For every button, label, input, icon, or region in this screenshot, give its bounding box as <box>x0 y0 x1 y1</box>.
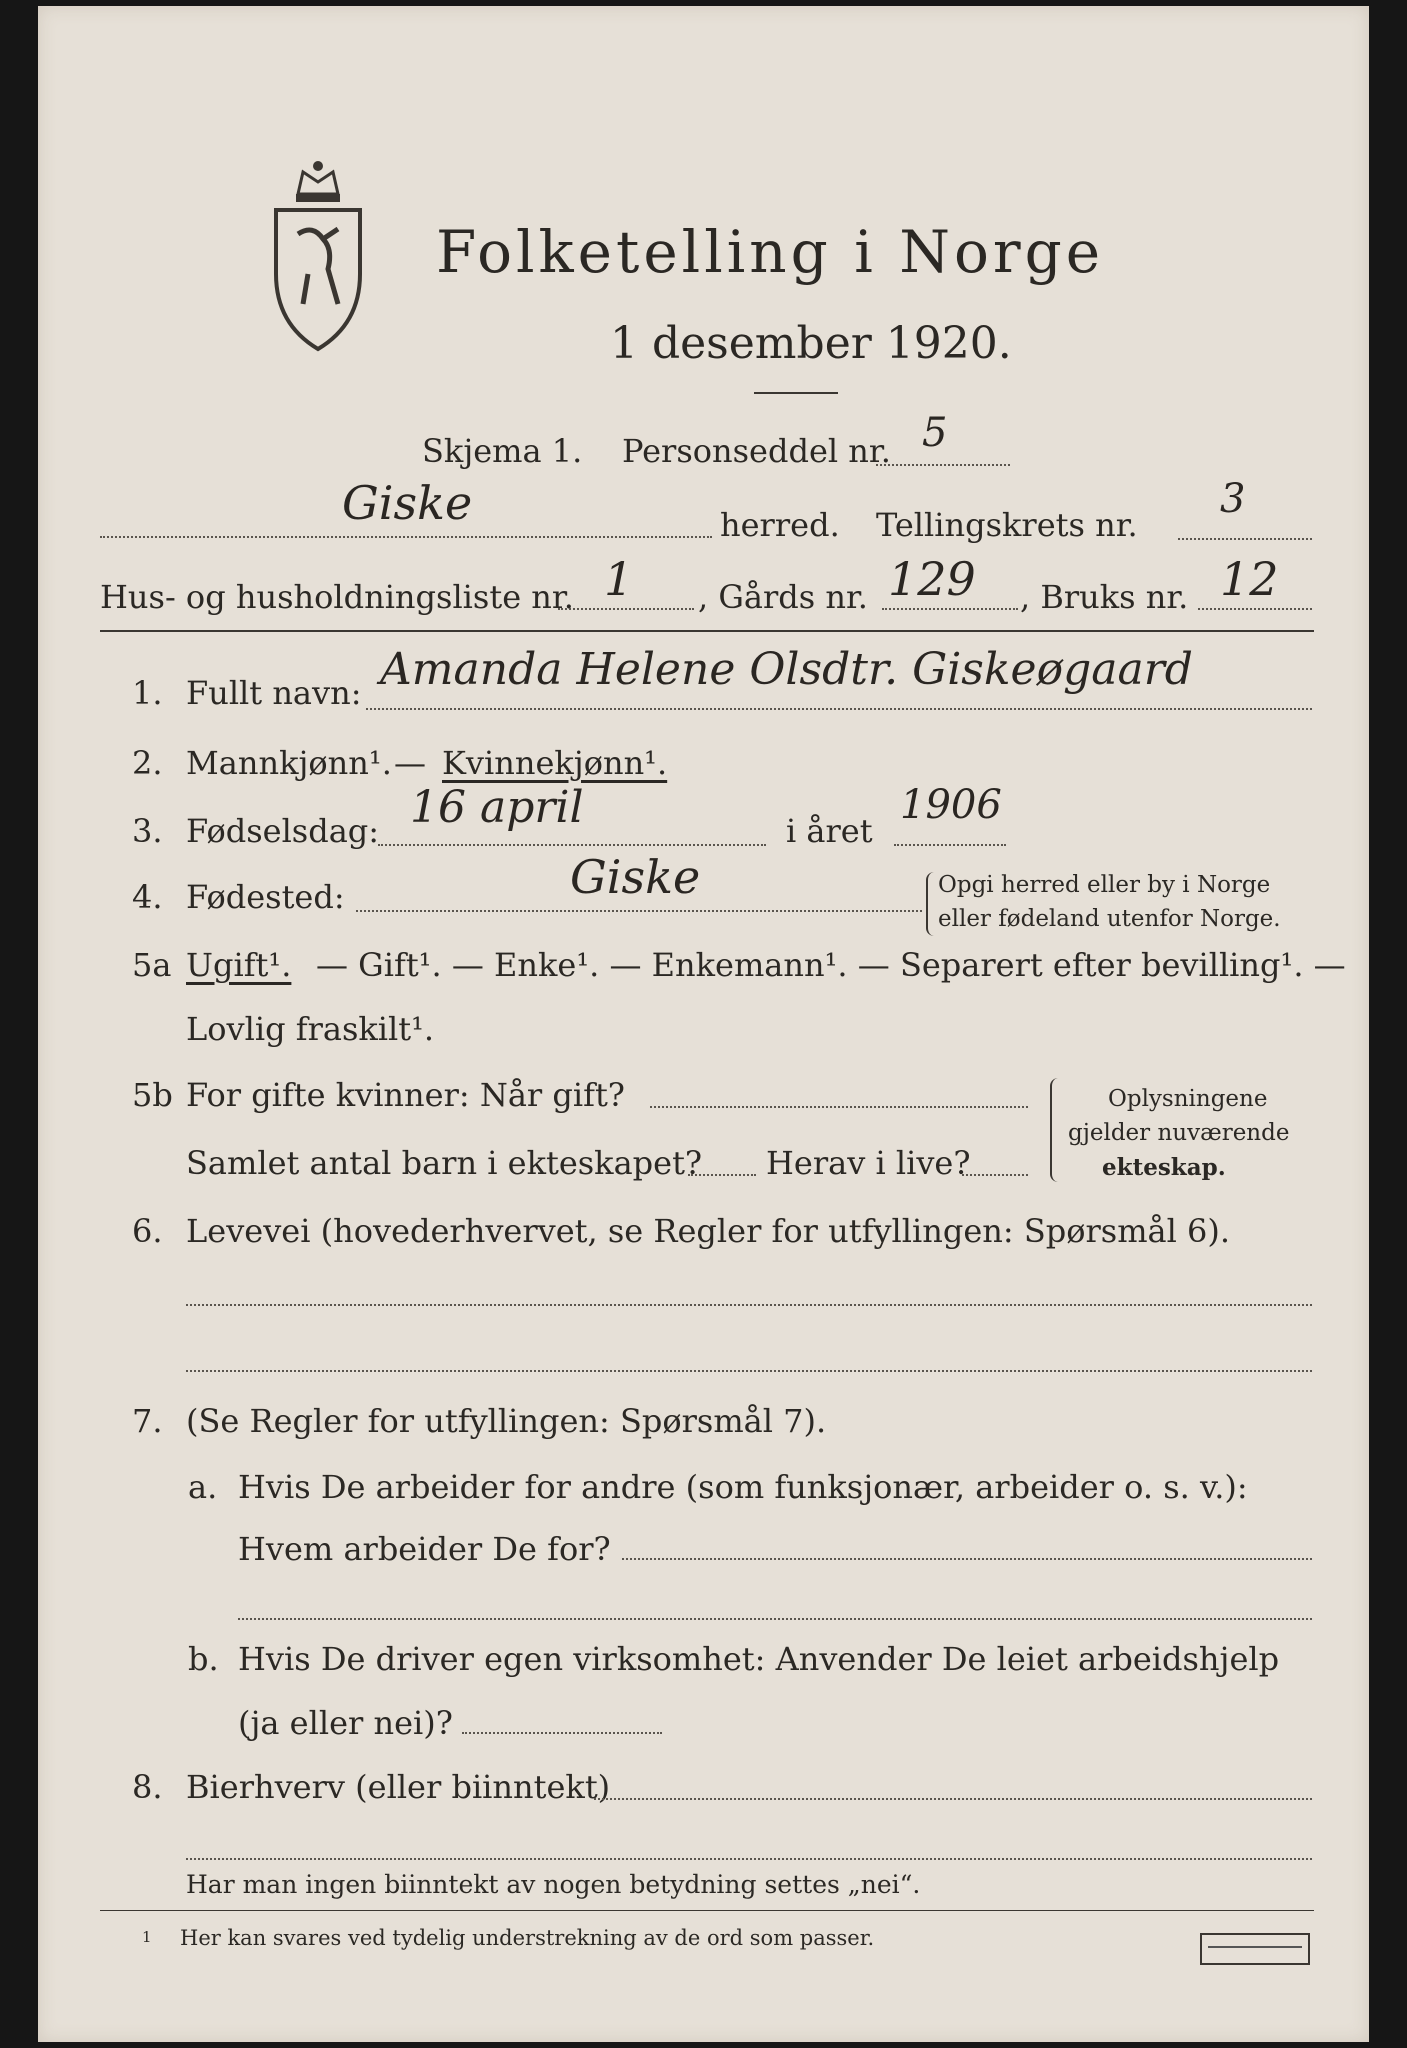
q3-number: 3. <box>132 812 163 850</box>
form-date: 1 desember 1920. <box>610 318 1012 369</box>
herred-value[interactable]: Giske <box>342 476 473 530</box>
census-form-page <box>38 6 1369 2042</box>
q5b-live-label: Herav i live? <box>766 1144 971 1182</box>
q5b-note-line3: ekteskap. <box>1102 1154 1226 1181</box>
bruks-value[interactable]: 12 <box>1220 552 1279 606</box>
q6-line2 <box>186 1370 1312 1372</box>
personseddel-line <box>876 464 1010 466</box>
q3-day-value[interactable]: 16 april <box>410 782 584 833</box>
personseddel-label: Personseddel nr. <box>622 432 891 470</box>
form-title: Folketelling i Norge <box>436 218 1105 286</box>
q6-number: 6. <box>132 1212 163 1250</box>
q7b-label: Hvis De driver egen virksomhet: Anvender De leiet arbeidshjelp <box>238 1640 1280 1678</box>
q1-line <box>366 708 1312 710</box>
q1-value[interactable]: Amanda Helene Olsdtr. Giskeøgaard <box>380 644 1193 695</box>
q8-line2 <box>186 1858 1312 1860</box>
q5b-line2: Samlet antal barn i ekteskapet? <box>186 1144 703 1182</box>
q5b-brace <box>1050 1078 1062 1182</box>
q5b-label: For gifte kvinner: Når gift? <box>186 1076 625 1114</box>
footnote-marker: 1 <box>142 1928 152 1946</box>
q7b-letter: b. <box>188 1640 219 1678</box>
gards-line <box>882 608 1018 610</box>
q7-label: (Se Regler for utfyllingen: Spørsmål 7). <box>186 1402 827 1440</box>
tellingskrets-value[interactable]: 3 <box>1220 476 1246 522</box>
coat-of-arms-icon <box>268 154 368 354</box>
q6-line1 <box>186 1304 1312 1306</box>
q5b-gift-line <box>650 1106 1028 1108</box>
header-divider <box>100 630 1314 632</box>
q1-label: Fullt navn: <box>186 674 362 712</box>
q4-note-line1: Opgi herred eller by i Norge <box>938 872 1271 898</box>
q8-label: Bierhverv (eller biinntekt) <box>186 1768 611 1806</box>
q4-note-line2: eller fødeland utenfor Norge. <box>938 906 1281 932</box>
q4-number: 4. <box>132 878 163 916</box>
q5a-ugift-selected[interactable]: Ugift¹. <box>186 946 292 984</box>
tellingskrets-label: Tellingskrets nr. <box>876 506 1138 544</box>
gards-value[interactable]: 129 <box>888 552 976 606</box>
q7a-line-extra <box>238 1618 1312 1620</box>
q7a-label: Hvis De arbeider for andre (som funksjonær, arbeider o. s. v.): <box>238 1468 1248 1506</box>
bruks-line <box>1198 608 1312 610</box>
q4-label: Fødested: <box>186 878 345 916</box>
gards-label: , Gårds nr. <box>698 578 868 616</box>
q5b-note-line1: Oplysningene <box>1108 1086 1268 1112</box>
q7b-line2: (ja eller nei)? <box>238 1704 453 1742</box>
printer-stamp <box>1200 1933 1310 1965</box>
q3-year-line <box>894 844 1006 846</box>
q4-line <box>356 910 922 912</box>
q3-year-label: i året <box>786 812 873 850</box>
q8-number: 8. <box>132 1768 163 1806</box>
footnote-divider <box>100 1910 1314 1911</box>
q5a-line2[interactable]: Lovlig fraskilt¹. <box>186 1010 435 1048</box>
footnote-text: Her kan svares ved tydelig understrekning av de ord som passer. <box>180 1926 875 1950</box>
q5b-children-line <box>688 1174 756 1176</box>
hus-line <box>558 608 694 610</box>
q3-day-line <box>378 844 766 846</box>
q3-year-value[interactable]: 1906 <box>900 782 1002 828</box>
q8-note: Har man ingen biinntekt av nogen betydning settes „nei“. <box>186 1870 921 1899</box>
hus-value[interactable]: 1 <box>604 552 634 606</box>
q2-female-selected[interactable]: Kvinnekjønn¹. <box>442 744 668 782</box>
q8-line <box>594 1798 1312 1800</box>
skjema-label: Skjema 1. <box>422 432 583 470</box>
q5b-note-line2: gjelder nuværende <box>1068 1120 1290 1146</box>
q2-number: 2. <box>132 744 163 782</box>
q5b-live-line <box>962 1174 1028 1176</box>
q7a-letter: a. <box>188 1468 218 1506</box>
q5a-options[interactable]: — Gift¹. — Enke¹. — Enkemann¹. — Separert efter bevilling¹. — <box>316 946 1346 984</box>
q2-male[interactable]: Mannkjønn¹. <box>186 744 392 782</box>
q2-separator: — <box>394 744 426 782</box>
herred-label: herred. <box>720 506 840 544</box>
q6-label: Levevei (hovederhvervet, se Regler for utfyllingen: Spørsmål 6). <box>186 1212 1231 1250</box>
tellingskrets-line <box>1178 538 1312 540</box>
q7a-line2: Hvem arbeider De for? <box>238 1530 611 1568</box>
q7-number: 7. <box>132 1402 163 1440</box>
q5a-number: 5a <box>132 946 172 984</box>
q5b-number: 5b <box>132 1076 173 1114</box>
q7b-line <box>462 1732 662 1734</box>
q4-value[interactable]: Giske <box>570 850 701 904</box>
q3-label: Fødselsdag: <box>186 812 380 850</box>
personseddel-value[interactable]: 5 <box>922 410 948 456</box>
hus-label: Hus- og husholdningsliste nr. <box>100 578 574 616</box>
herred-line <box>100 536 712 538</box>
q4-brace <box>926 872 936 936</box>
q1-number: 1. <box>132 674 163 712</box>
q7a-line <box>622 1558 1312 1560</box>
bruks-label: , Bruks nr. <box>1020 578 1189 616</box>
title-rule <box>754 392 838 394</box>
